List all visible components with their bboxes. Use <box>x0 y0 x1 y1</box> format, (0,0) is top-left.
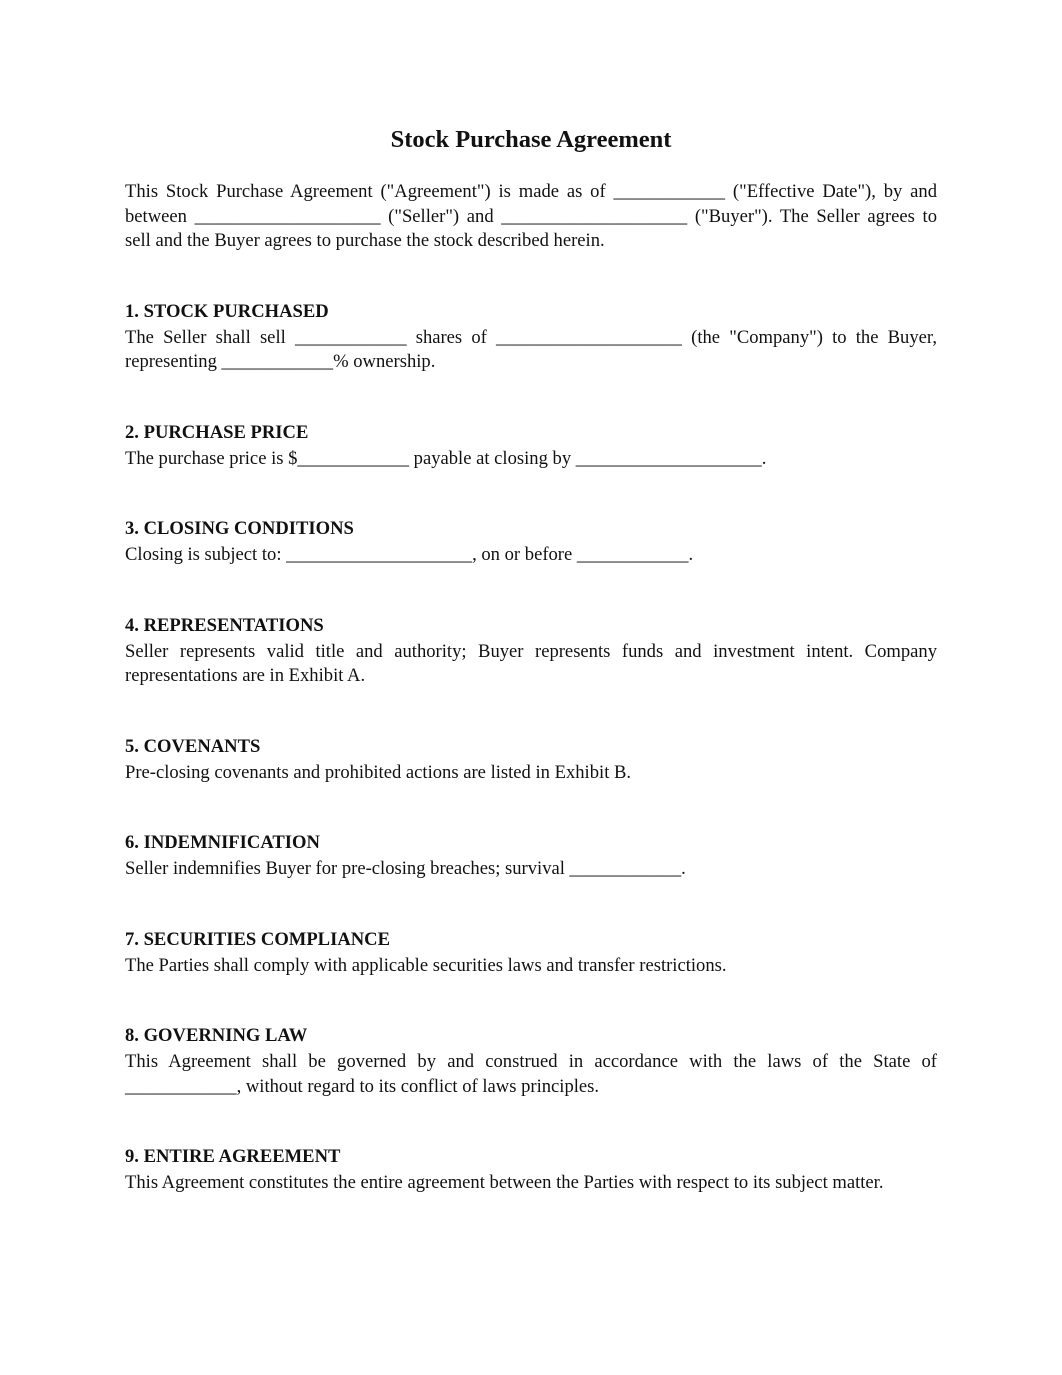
section-body: The purchase price is $____________ payable at closing by ____________________. <box>125 447 767 469</box>
section-body: Pre-closing covenants and prohibited actions are listed in Exhibit B. <box>125 761 632 783</box>
document-title: Stock Purchase Agreement <box>390 126 672 153</box>
section-heading: 3. CLOSING CONDITIONS <box>125 518 354 539</box>
section-body: Closing is subject to: ____________________, on or before ____________. <box>125 544 694 565</box>
section-body: Seller indemnifies Buyer for pre-closing breaches; survival ____________. <box>125 858 686 879</box>
intro-paragraph: This Stock Purchase Agreement ("Agreement") is made as of ____________ ("Effective Date"), by and between ____________________ ("Seller") and ____________________ ("Buyer"). The Seller agrees to sell and the Buyer agrees to purchase the stock described herein. <box>125 181 937 251</box>
section-body: This Agreement constitutes the entire agreement between the Parties with respect to its subject matter. <box>125 1172 884 1193</box>
section-heading: 6. INDEMNIFICATION <box>125 832 320 853</box>
section-entire-agreement <box>125 1144 937 1196</box>
section-representations <box>125 613 937 689</box>
section-indemnification <box>125 830 937 882</box>
section-purchase-price <box>125 420 937 472</box>
section-heading: 2. PURCHASE PRICE <box>125 421 309 443</box>
section-heading: 7. SECURITIES COMPLIANCE <box>125 928 391 950</box>
section-securities-compliance <box>125 927 937 979</box>
section-heading: 5. COVENANTS <box>125 735 261 757</box>
section-covenants <box>125 734 937 786</box>
section-heading: 8. GOVERNING LAW <box>125 1025 308 1046</box>
section-body: The Parties shall comply with applicable securities laws and transfer restrictions. <box>125 954 727 976</box>
document-content <box>125 124 937 1196</box>
section-body: This Agreement shall be governed by and construed in accordance with the laws of the State of ____________, without regard to its conflict of laws principles. <box>125 1051 937 1097</box>
section-heading: 4. REPRESENTATIONS <box>125 614 324 636</box>
section-body: Seller represents valid title and authority; Buyer represents funds and investment intent. Company representations are in Exhibit A. <box>125 640 937 686</box>
section-heading: 1. STOCK PURCHASED <box>125 300 329 322</box>
section-body: The Seller shall sell ____________ shares of ____________________ (the "Company") to the Buyer, representing ____________% ownership. <box>125 326 937 372</box>
section-governing-law <box>125 1023 937 1099</box>
section-heading: 9. ENTIRE AGREEMENT <box>125 1146 341 1167</box>
section-stock-purchased <box>125 299 937 375</box>
section-closing-conditions <box>125 516 937 568</box>
